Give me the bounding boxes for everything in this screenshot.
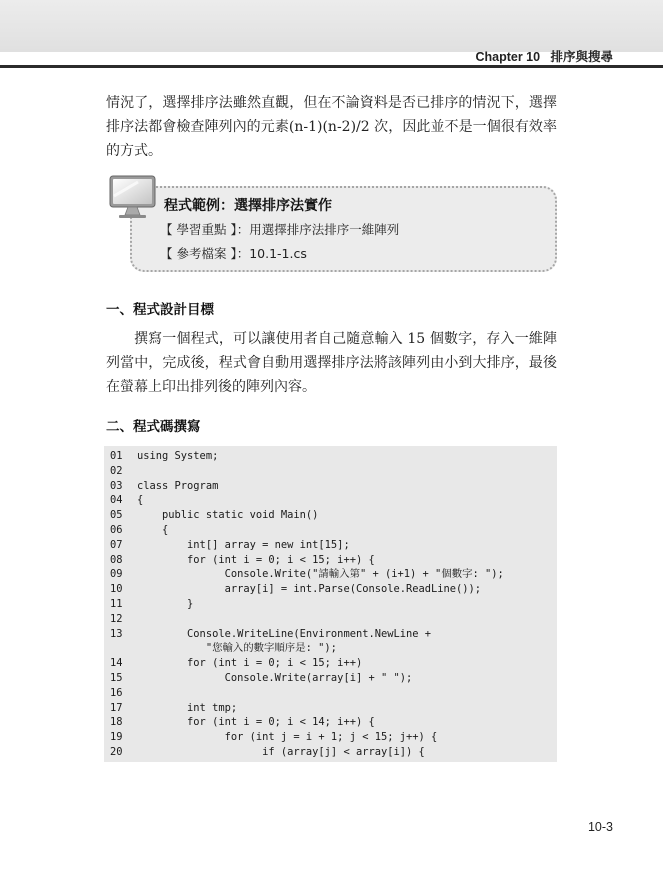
code-text: for (int i = 0; i < 15; i++) xyxy=(137,657,363,670)
line-number: 01 xyxy=(110,450,123,462)
code-line xyxy=(104,701,237,716)
header-band xyxy=(0,0,663,52)
code-text: Console.Write(array[i] + " "); xyxy=(137,672,413,684)
chapter-title: 排序與搜尋 xyxy=(550,50,613,64)
line-number: 20 xyxy=(110,746,123,758)
line-number: 13 xyxy=(110,627,123,640)
code-text: public static void Main() xyxy=(137,509,319,522)
code-line xyxy=(104,715,375,730)
code-line xyxy=(104,493,143,508)
section-heading-goal: 一、程式設計目標 xyxy=(106,302,214,318)
learning-focus-value: ：用選擇排序法排序一維陣列 xyxy=(236,222,400,237)
reference-file-row xyxy=(160,246,307,262)
reference-file-label: 【 參考檔案 】 xyxy=(160,246,237,261)
code-text: { xyxy=(137,524,169,536)
code-line xyxy=(104,671,412,686)
code-line xyxy=(104,508,318,523)
line-number: 05 xyxy=(110,509,123,522)
goal-paragraph: 撰寫一個程式，可以讓使用者自己隨意輸入 15 個數字，存入一維陣列當中，完成後，程式會自動用選擇排序法將該陣列由小到大排序，最後在螢幕上印出排列後的陣列內容。 xyxy=(106,331,557,395)
page-number: 10-3 xyxy=(587,820,613,834)
code-text: for (int i = 0; i < 15; i++) { xyxy=(137,553,375,566)
line-number: 09 xyxy=(110,568,123,581)
line-number: 18 xyxy=(110,716,123,729)
code-line xyxy=(104,449,218,464)
code-text: for (int j = i + 1; j < 15; j++) { xyxy=(137,731,438,744)
line-number: 11 xyxy=(110,598,123,610)
line-number: 06 xyxy=(110,524,123,536)
intro-paragraph: 情況了，選擇排序法雖然直觀，但在不論資料是否已排序的情況下，選擇排序法都會檢查陣列內的元素(n-1)(n-2)/2 次，因此並不是一個很有效率的方式。 xyxy=(106,95,557,159)
header-rule xyxy=(0,65,663,68)
line-number: 17 xyxy=(110,701,123,714)
code-text: for (int i = 0; i < 14; i++) { xyxy=(137,716,375,729)
line-number: 16 xyxy=(110,686,123,699)
line-number: 12 xyxy=(110,612,123,625)
code-line xyxy=(104,641,337,656)
line-number: 14 xyxy=(110,657,123,670)
code-line xyxy=(104,745,425,760)
learning-focus-label: 【 學習重點 】 xyxy=(160,222,237,237)
code-text: Console.Write("請輸入第" + (i+1) + "個數字: "); xyxy=(137,568,504,581)
line-number: 15 xyxy=(110,672,123,684)
section-heading-code: 二、程式碼撰寫 xyxy=(106,419,201,435)
code-line xyxy=(104,656,362,671)
computer-monitor-icon xyxy=(108,174,158,220)
code-line xyxy=(104,479,218,494)
code-line xyxy=(104,553,375,568)
chapter-number: Chapter 10 xyxy=(475,50,541,64)
code-listing xyxy=(104,446,557,762)
code-line xyxy=(104,538,350,553)
code-line xyxy=(104,523,168,538)
code-text: { xyxy=(137,494,144,507)
code-line xyxy=(104,730,437,745)
line-number: 02 xyxy=(110,464,123,477)
code-text: int tmp; xyxy=(137,701,238,714)
code-text: using System; xyxy=(137,450,219,462)
code-line xyxy=(104,567,504,582)
code-line xyxy=(104,686,137,701)
line-number: 07 xyxy=(110,538,123,551)
reference-file-value: ：10.1-1.cs xyxy=(236,246,307,261)
chapter-header xyxy=(475,49,613,65)
line-number: 08 xyxy=(110,553,123,566)
code-text: "您輸入的數字順序是: "); xyxy=(137,642,337,655)
line-number: 03 xyxy=(110,479,123,492)
line-number: 19 xyxy=(110,731,123,744)
code-text: } xyxy=(137,598,194,610)
learning-focus-row xyxy=(160,222,399,238)
code-line xyxy=(104,582,481,597)
line-number: 04 xyxy=(110,494,123,507)
code-line xyxy=(104,597,193,612)
example-title: 程式範例：選擇排序法實作 xyxy=(164,198,332,214)
code-text: if (array[j] < array[i]) { xyxy=(137,746,425,758)
code-text: Console.WriteLine(Environment.NewLine + xyxy=(137,627,432,640)
code-text: class Program xyxy=(137,479,219,492)
line-number: 10 xyxy=(110,583,123,596)
code-line xyxy=(104,464,137,479)
code-text: int[] array = new int[15]; xyxy=(137,538,350,551)
code-line xyxy=(104,612,137,627)
example-box xyxy=(130,186,557,272)
code-line xyxy=(104,627,431,642)
code-text: array[i] = int.Parse(Console.ReadLine()); xyxy=(137,583,482,596)
